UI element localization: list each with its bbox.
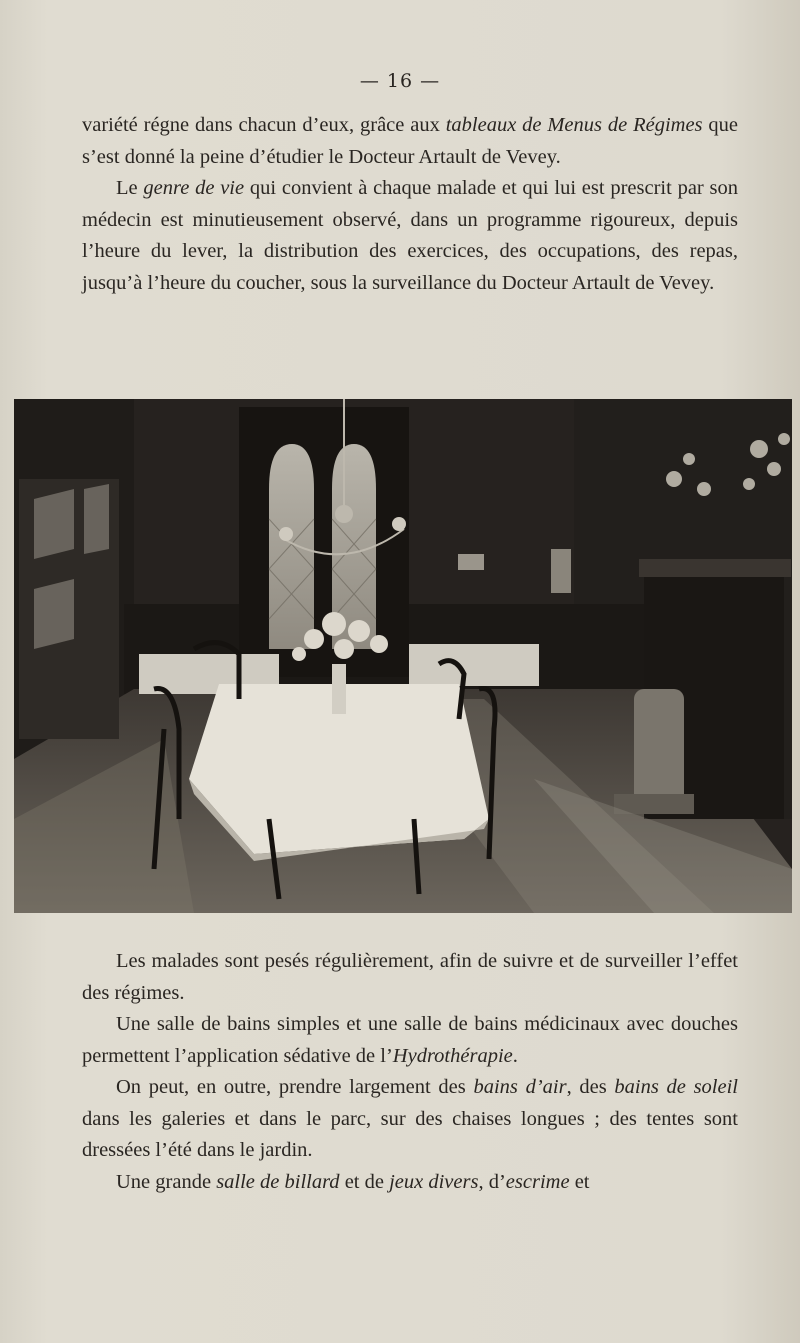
top-text-block: [82, 110, 738, 299]
dining-room-photograph: [14, 399, 792, 913]
text-run: Le: [116, 177, 144, 199]
text-run: .: [512, 1044, 518, 1067]
text-run: et de: [339, 1170, 390, 1193]
text-run: dans les galeries et dans le parc, sur des chaises longues ; des tentes sont dressées l’été dans le jardin.: [82, 1107, 738, 1161]
text-run: , d’: [478, 1170, 506, 1193]
italic-run: escrime: [505, 1170, 570, 1193]
italic-run: bains de soleil: [614, 1076, 738, 1098]
text-run: Une salle de bains simples et une salle de bains médicinaux avec douches permettent l’application sédative de l’: [82, 1013, 738, 1067]
paragraph-bains: [82, 1009, 738, 1072]
bottom-text-block: [82, 946, 738, 1198]
paragraph-pesees: Les malades sont pesés régulièrement, afin de suivre et de surveiller l’effet des régimes.: [82, 950, 738, 1004]
back-table-right: [409, 644, 539, 686]
page-number: — 16 —: [359, 70, 441, 92]
paragraph-genre-de-vie: [82, 173, 738, 299]
vase: [332, 664, 346, 714]
text-run: et: [569, 1170, 590, 1193]
text-run: , des: [566, 1076, 615, 1098]
italic-run: bains d’air: [473, 1076, 567, 1098]
text-run: qui convient à chaque malade et qui lui est prescrit par son médecin est minutieusement observé, dans un programme rigoureux, depuis l’heure du lever, la distribution des exercices, des occupations, des repas, jusqu’à l’heure du coucher, sous la surveillance du Docteur Artault de Vevey.: [82, 177, 738, 294]
text-run: Une grande: [116, 1170, 217, 1193]
stained-window-left: [269, 444, 314, 649]
text-run: variété régne dans chacun d’eux, grâce aux: [82, 114, 446, 136]
text-run: On peut, en outre, prendre largement des: [116, 1076, 474, 1098]
italic-run: genre de vie: [143, 177, 245, 199]
italic-run: jeux divers: [389, 1170, 479, 1193]
paragraph-billard: [82, 1167, 738, 1199]
italic-run: tableaux de Menus de Régimes: [445, 114, 703, 136]
paragraph-bains-air: [82, 1072, 738, 1167]
paragraph-menus: [82, 110, 738, 173]
italic-run: Hydrothérapie: [392, 1044, 513, 1067]
dining-room-illustration: [14, 399, 792, 913]
italic-run: salle de billard: [216, 1170, 340, 1193]
text-run: que s’est donné la peine d’étudier le Docteur Artault de Vevey.: [82, 114, 738, 168]
